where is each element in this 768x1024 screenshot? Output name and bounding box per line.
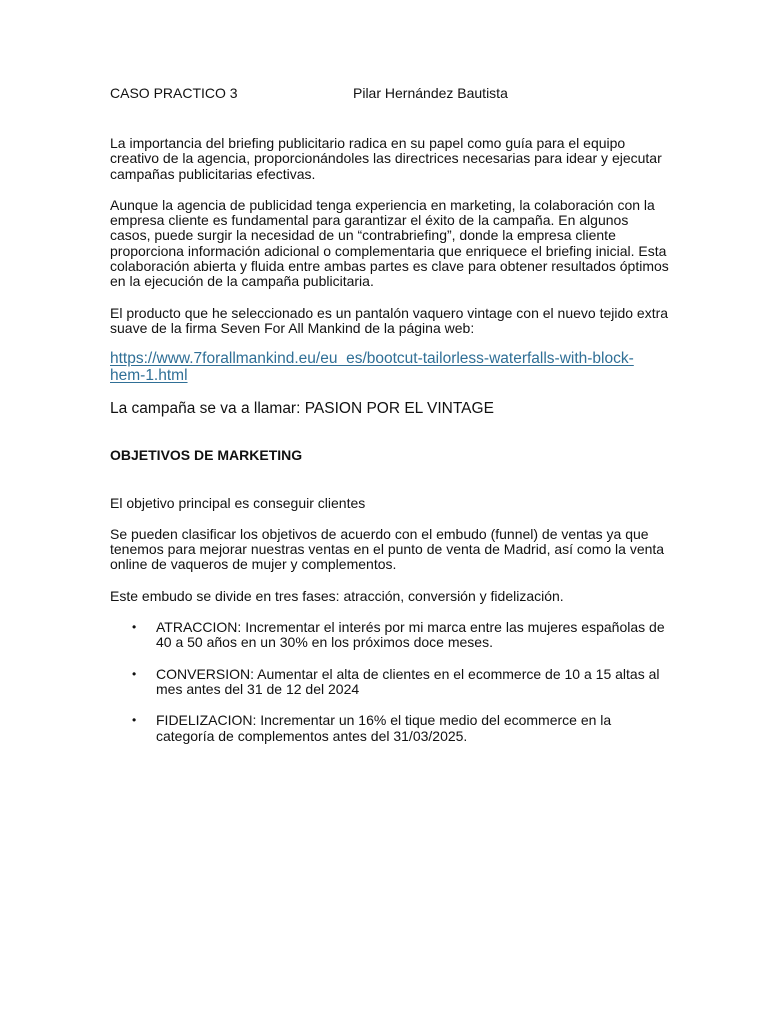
list-item-text: ATRACCION: Incrementar el interés por mi marca entre las mujeres españolas de 40 a 50 años en un 30% en los próximos doce meses. [156,619,665,651]
list-item-text: CONVERSION: Aumentar el alta de clientes en el ecommerce de 10 a 15 altas al mes antes del 31 de 12 del 2024 [156,665,660,697]
product-link[interactable]: https://www.7forallmankind.eu/eu_es/bootcut-tailorless-waterfalls-with-block-hem-1.html [110,350,634,385]
paragraph-importancia: La importancia del briefing publicitario radica en su papel como guía para el equipo creativo de la agencia, proporcionándoles las directrices necesarias para idear y ejecutar campañas publicitarias efectivas. [110,135,662,182]
author-name: Pilar Hernández Bautista [353,85,508,101]
document-page [110,86,670,760]
bullet-icon: • [132,620,137,635]
list-item-text: FIDELIZACION: Incrementar un 16% el tique medio del ecommerce en la categoría de complementos antes del 31/03/2025. [156,712,612,744]
bullet-icon: • [132,666,137,681]
list-item-atraccion [110,620,670,651]
bullet-icon: • [132,713,137,728]
campaign-name-line: La campaña se va a llamar: PASION POR EL VINTAGE [110,400,494,418]
paragraph-producto: El producto que he seleccionado es un pantalón vaquero vintage con el nuevo tejido extra suave de la firma Seven For All Mankind de la página web: [110,304,669,336]
paragraph-clasificar: Se pueden clasificar los objetivos de acuerdo con el embudo (funnel) de ventas ya que tenemos para mejorar nuestras ventas en el punto de venta de Madrid, así como la venta online de vaqueros de mujer y complementos. [110,525,665,573]
paragraph-embudo: Este embudo se divide en tres fases: atracción, conversión y fidelización. [110,587,564,604]
document-header [110,86,670,102]
case-title: CASO PRACTICO 3 [110,85,238,101]
list-item-conversion [110,667,670,698]
list-item-fidelizacion [110,713,670,744]
section-heading-objetivos: OBJETIVOS DE MARKETING [110,447,303,464]
paragraph-objetivo-principal: El objetivo principal es conseguir clientes [110,494,366,511]
objectives-list [110,620,670,744]
paragraph-aunque: Aunque la agencia de publicidad tenga experiencia en marketing, la colaboración con la empresa cliente es fundamental para garantizar el éxito de la campaña. En algunos casos, puede surgir la necesidad de un “contrabriefing”, donde la empresa cliente proporciona información adicional o complementaria que enriquece el briefing inicial. Esta colaboración abierta y fluida entre ambas partes es clave para obtener resultados óptimos en la ejecución de la campaña publicitaria. [110,196,669,290]
